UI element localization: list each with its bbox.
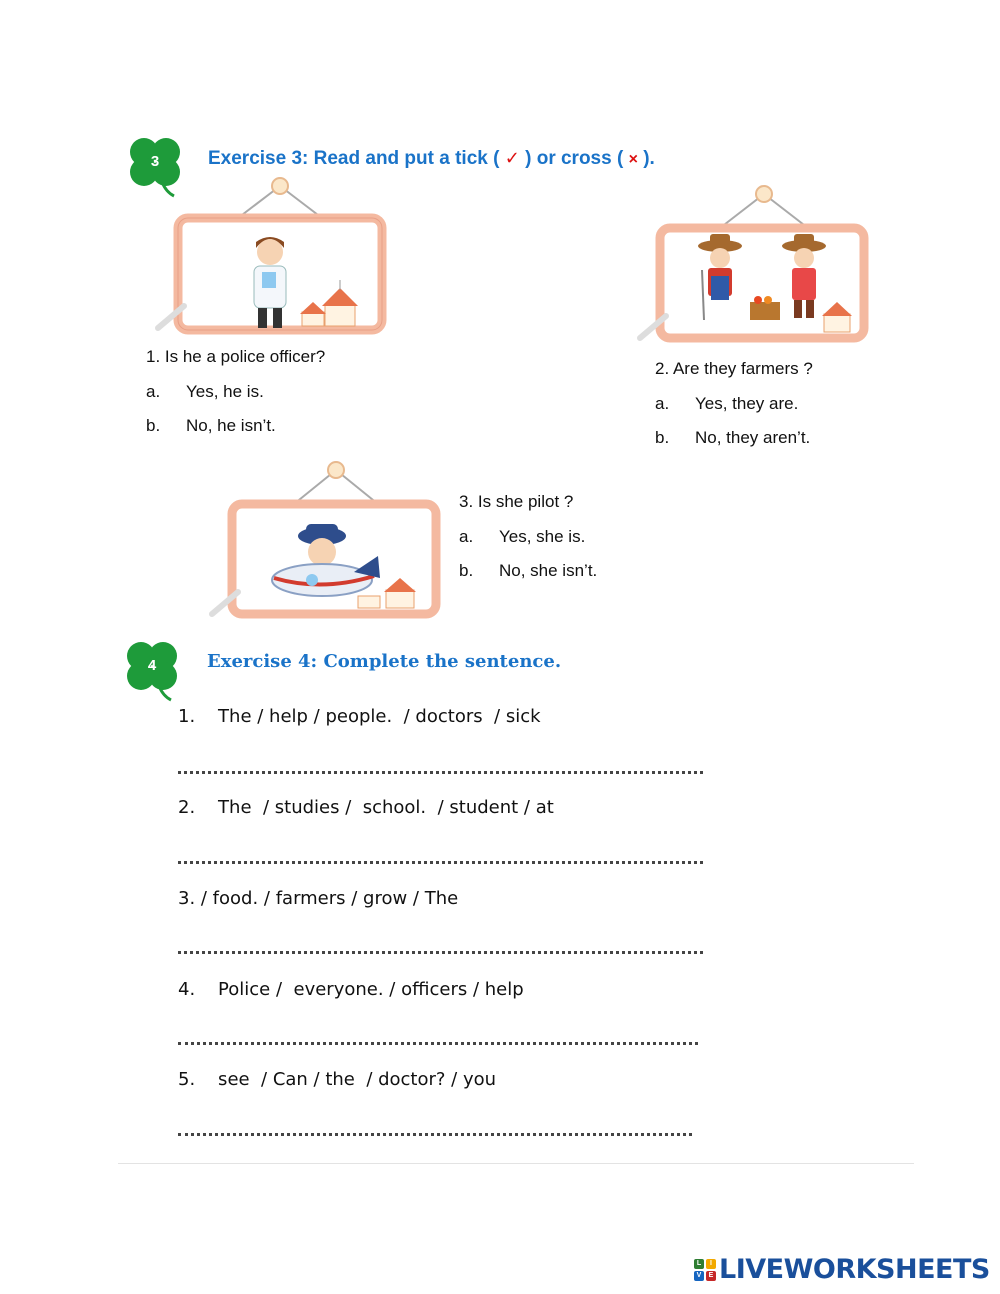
answer-line-4[interactable] <box>178 1038 698 1045</box>
question-3: 3. Is she pilot ? <box>459 492 574 511</box>
option-letter: a. <box>146 382 161 401</box>
sentence-4: 4. Police / everyone. / officers / help <box>178 979 524 1000</box>
page-divider <box>118 1163 914 1164</box>
logo-text: LIVEWORKSHEETS <box>719 1254 990 1285</box>
sentence-1: 1. The / help / people. / doctors / sick <box>178 706 541 727</box>
picture-frame-pilot <box>204 460 444 622</box>
option-text: Yes, he is. <box>186 382 264 401</box>
picture-frame-doctor <box>150 176 390 336</box>
option-text: No, they aren’t. <box>695 428 811 447</box>
option-letter: a. <box>459 527 474 546</box>
liveworksheets-logo <box>694 1254 990 1285</box>
option-text: No, she isn’t. <box>499 561 598 580</box>
option-text: Yes, they are. <box>695 394 799 413</box>
answer-line-5[interactable] <box>178 1129 692 1136</box>
exercise-4-title: Exercise 4: Complete the sentence. <box>207 651 562 672</box>
option-letter: a. <box>655 394 670 413</box>
answer-line-2[interactable] <box>178 857 703 864</box>
clover-number: 4 <box>147 656 157 674</box>
exercise-3-title <box>208 148 655 170</box>
clover-number: 3 <box>150 152 160 170</box>
answer-line-1[interactable] <box>178 767 703 774</box>
option-2a[interactable] <box>655 394 798 414</box>
sentence-3: 3. / food. / farmers / grow / The <box>178 888 459 909</box>
option-text: Yes, she is. <box>499 527 586 546</box>
option-2b[interactable] <box>655 428 810 448</box>
option-1a[interactable] <box>146 382 264 402</box>
option-1b[interactable] <box>146 416 276 436</box>
question-1: 1. Is he a police officer? <box>146 347 326 366</box>
option-3b[interactable] <box>459 561 597 581</box>
title-suffix: ). <box>643 148 655 169</box>
tick-icon: ✓ <box>504 148 520 168</box>
title-prefix: Exercise 3: Read and put a tick ( <box>208 148 500 169</box>
logo-grid-icon: L I V E <box>694 1259 716 1281</box>
option-letter: b. <box>459 561 474 580</box>
sentence-2: 2. The / studies / school. / student / at <box>178 797 554 818</box>
option-letter: b. <box>655 428 670 447</box>
option-text: No, he isn’t. <box>186 416 276 435</box>
answer-line-3[interactable] <box>178 947 703 954</box>
clover-badge-4 <box>119 636 185 702</box>
option-3a[interactable] <box>459 527 585 547</box>
sentence-5: 5. see / Can / the / doctor? / you <box>178 1069 497 1090</box>
picture-frame-farmers <box>632 184 872 346</box>
question-2: 2. Are they farmers ? <box>655 359 813 378</box>
option-letter: b. <box>146 416 161 435</box>
cross-icon: × <box>628 151 638 168</box>
title-middle: ) or cross ( <box>525 148 624 169</box>
